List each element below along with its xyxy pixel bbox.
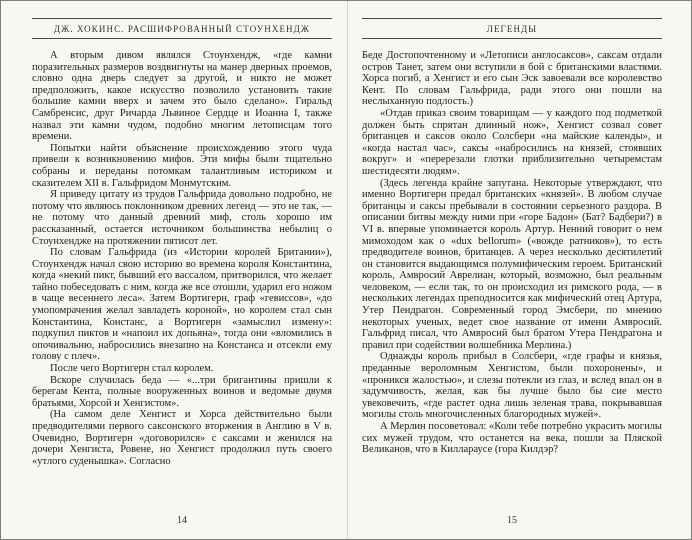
paragraph: «Отдав приказ своим товарищам — у каждого под подметкой должен быть спрятан длинный нож», Хенгист созвал совет британцев и саксов около Солсбери «на майские календы», и «когда настал час», саксы «набросились на князей, стоявших вокруг» и «перерезали глотки приблизительно четыремстам шестидесяти людям». xyxy=(362,107,662,177)
page-number-left: 14 xyxy=(177,515,187,526)
page-gutter-line xyxy=(347,1,348,539)
page-text-right xyxy=(362,50,662,506)
paragraph: Однажды король прибыл в Солсбери, «где графы и князья, преданные вероломным Хенгистом, были похоронены», и «проникся жалостью», и слезы потекли из глаз, и вслед впал он в задумчивость, желая, как бы лучше было бы сие место увековечить, «где растет одна лишь зеленая трава, покрывавшая могилы столь многочисленных благородных мужей». xyxy=(362,351,662,421)
paragraph: Я приведу цитату из трудов Гальфрида довольно подробно, не потому что являюсь поклонником древних легенд — это не так, — не потому что данный древний миф, столь хорошо им рассказанный, остается источником большинства небылиц о Стоунхендже на протяжении пятисот лет. xyxy=(32,189,332,247)
running-header-right: ЛЕГЕНДЫ xyxy=(362,18,662,39)
paragraph: Попытки найти объяснение происхождению этого чуда привели к возникновению мифов. Эти мифы были тщательно собраны и переданы потомкам талантливым историком и сказителем XII в. Гальфридом Монмутским. xyxy=(32,142,332,189)
paragraph: А Мерлин посоветовал: «Коли тебе потребно украсить могилы сих мужей трудом, что останется на века, пошли за Пляской Великанов, что в Киллараусе (гора Килдэр? xyxy=(362,421,662,456)
page-left xyxy=(32,18,332,526)
page-number-right: 15 xyxy=(507,515,517,526)
running-header-left: ДЖ. ХОКИНС. РАСШИФРОВАННЫЙ СТОУНХЕНДЖ xyxy=(32,18,332,39)
paragraph: Беде Достопочтенному и «Летописи англосаксов», саксам отдали остров Танет, затем они вступили в бой с британскими властями. Хорса погиб, а Хенгист и его сын Эск завоевали все королевство Кент. По словам Гальфрида, ради этого они пошли на неслыханную подлость.) xyxy=(362,50,662,108)
paragraph: А вторым дивом являлся Стоунхендж, «где камни поразительных размеров воздвигнуты на манер дверных проемов, словно одна дверь следует за другой, и никто не может предположить, какое искусство позволило установить такие большие камни вверх и зачем это было сделано». Гиральд Самбренсис, друг Ричарда Львиное Сердце и Иоанна I, также назвал эти камни чудом, подобно многим летописцам того времени. xyxy=(32,50,332,143)
page-right xyxy=(362,18,662,526)
paragraph: Вскоре случилась беда — «...три бригантины пришли к берегам Кента, полные вооруженных воинов и ведомые двумя братьями, Хорсой и Хенгистом». xyxy=(32,374,332,409)
page-text-left xyxy=(32,50,332,506)
paragraph: По словам Гальфрида (из «Истории королей Британии»), Стоунхендж начал свою историю во времена короля Константина, когда «некий пикт, бывший его вассалом, притворился, что желает тайно побеседовать с ним, когда же все отошли, ударил его ножом в чаще весеннего леса». Затем Вортигерн, граф «гевиссов», «до умопомрачения желал завладеть короной», но королем стал сын Константина, Констанс, а Вортигерн «замыслил измену»: подкупил пиктов и «напоил их допьяна», тогда они «вломились в опочивальню, набросились внезапно на Констанса и отсекли ему голову с плеч». xyxy=(32,247,332,363)
paragraph: После чего Вортигерн стал королем. xyxy=(50,363,214,375)
paragraph: (На самом деле Хенгист и Хорса действительно были предводителями первого саксонского вторжения в Англию в V в. Очевидно, Вортигерн «договорился» с саксами и женился на дочери Хенгиста, Ровене, но Хенгист продолжил путь своего «утлого суденышка». Согласно xyxy=(32,409,332,467)
paragraph: (Здесь легенда крайне запутана. Некоторые утверждают, что именно Вортигерн предал британских «князей». В любом случае британцы и саксы пребывали в состоянии серьезного раздора. В описании битвы между ними при «горе Бадон» (Бат? Бадбери?) в VI в. впервые упоминается король Артур. Ненний говорит о нем мимоходом как о «dux bellorum» («вожде ратников»), то есть предводителе воинов, британцев. А через несколько десятилетий он становится выдающимся полумифическим героем. Британский король, Амвросий Аврелиан, который, возможно, был реальным человеком, — если так, то он происходил из римского рода, — в нескольких легендах преподносится как мифический отец Артура, Утер Пендрагон. Современный город Эмсбери, по мнению некоторых ученых, ведет свое название от имени Амвросий. Гальфрид писал, что Амвросий был братом Утера Пендрагона и правил при содействии волшебника Мерлина.) xyxy=(362,177,662,351)
